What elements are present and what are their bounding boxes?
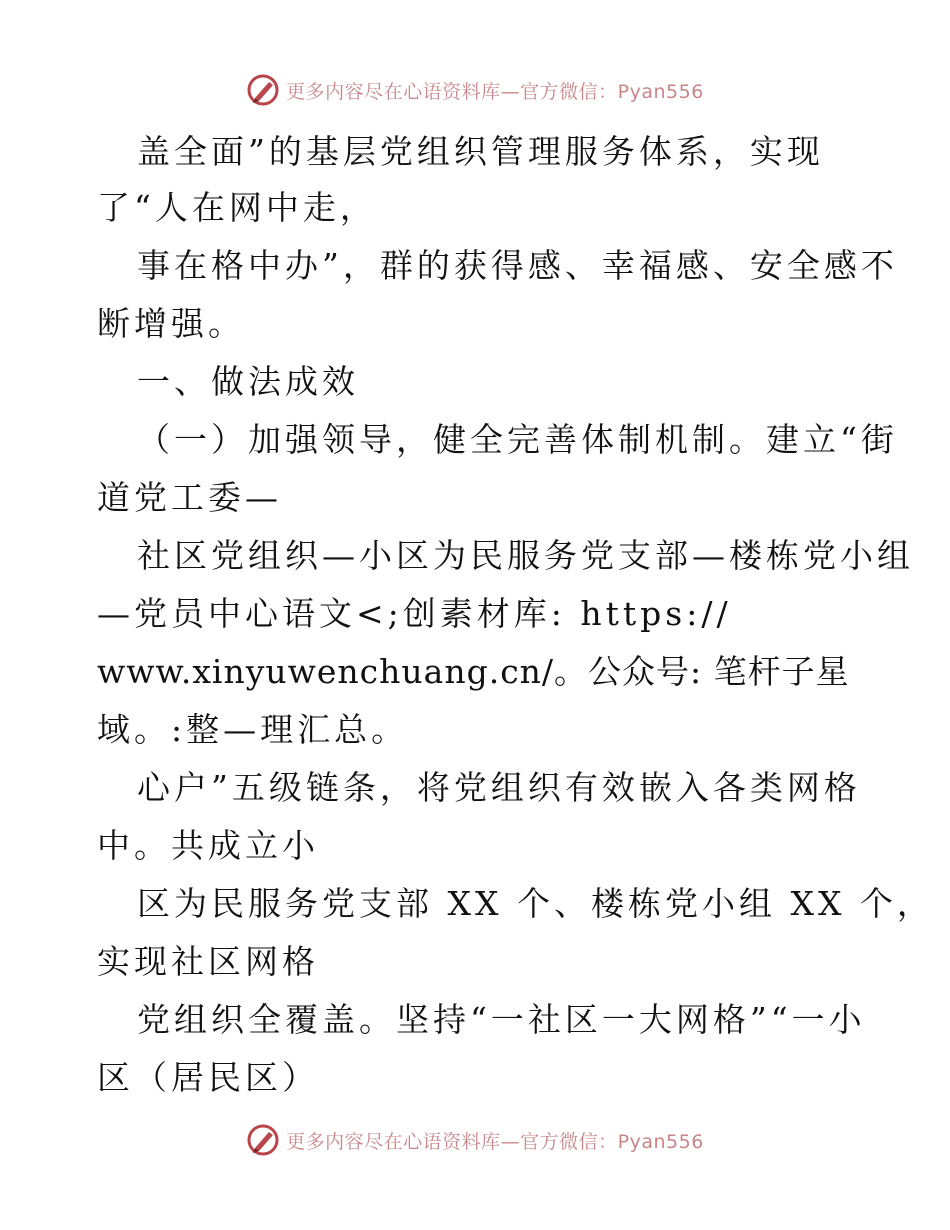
header-banner-text: 更多内容尽在心语资料库—官方微信：Pyan556 (286, 80, 704, 103)
header-banner (0, 70, 950, 110)
text-line: 域。:整—理汇总。 (97, 710, 409, 749)
text-line: 事在格中办”，群的获得感、幸福感、安全感不 (137, 246, 898, 285)
text-line: 党组织全覆盖。坚持“一社区一大网格”“一小 (137, 1000, 866, 1039)
text-line: —党员中心语文<;创素材库: https:// (97, 594, 732, 633)
pen-logo-icon (246, 73, 280, 107)
text-line: 道党工委— (97, 478, 282, 517)
footer-banner-text: 更多内容尽在心语资料库—官方微信：Pyan556 (286, 1130, 704, 1153)
text-line: 了“人在网中走， (97, 188, 377, 227)
text-line: 区为民服务党支部 XX 个、楼栋党小组 XX 个， (137, 884, 934, 923)
text-line: 断增强。 (97, 304, 245, 343)
pen-logo-icon (246, 1123, 280, 1157)
text-line: 区（居民区） (97, 1058, 319, 1097)
text-line: 中。共成立小 (97, 826, 319, 865)
text-line-url: www.xinyuwenchuang.cn/。公众号: 笔杆子星 (97, 652, 850, 691)
text-line: 社区党组织—小区为民服务党支部—楼栋党小组 (137, 536, 914, 575)
text-line: （一）加强领导，健全完善体制机制。建立“街 (137, 420, 898, 459)
text-line: 盖全面”的基层党组织管理服务体系，实现 (137, 132, 824, 171)
text-line: 实现社区网格 (97, 942, 319, 981)
text-line: 心户”五级链条，将党组织有效嵌入各类网格 (137, 768, 861, 807)
footer-banner (0, 1120, 950, 1160)
section-heading: 一、做法成效 (137, 362, 359, 401)
